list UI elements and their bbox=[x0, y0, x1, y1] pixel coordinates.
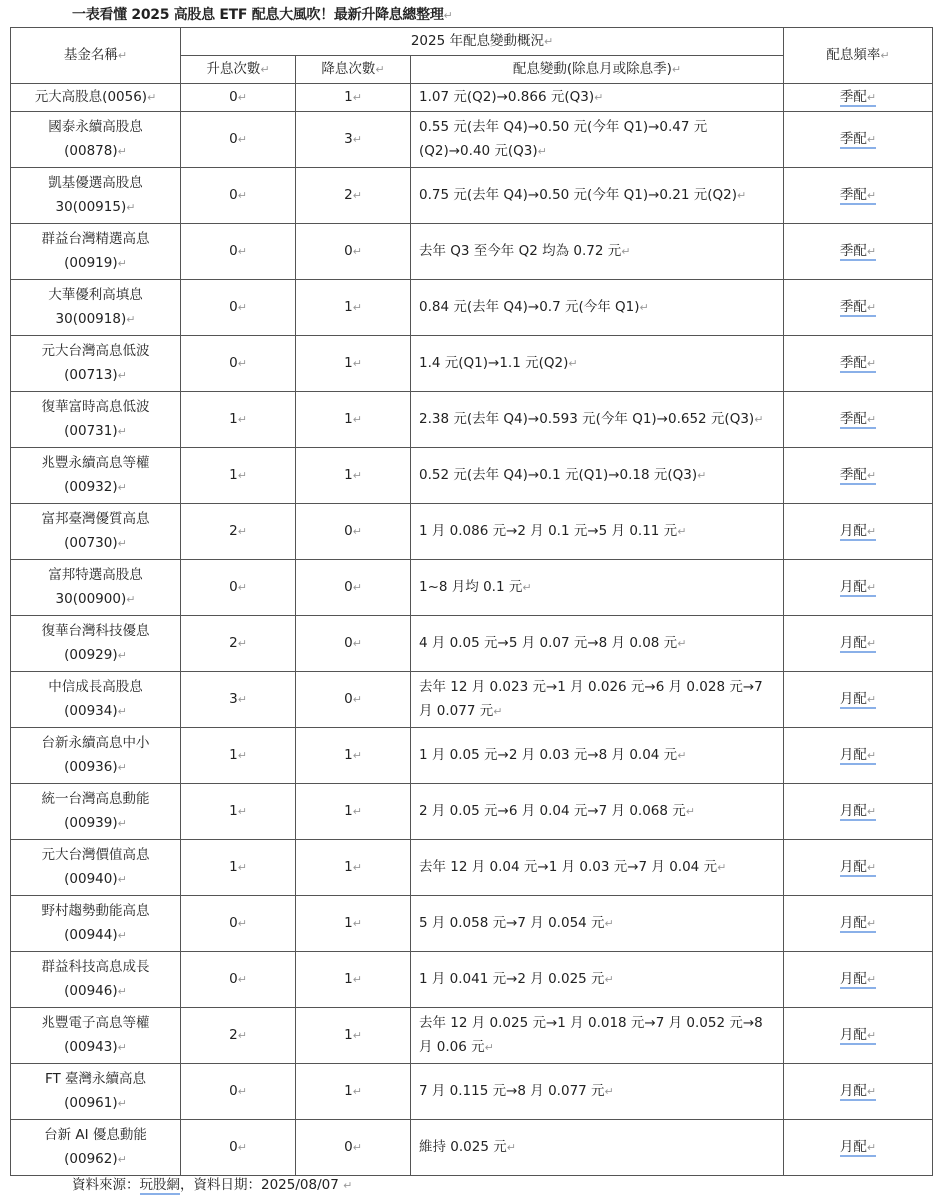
table-row bbox=[11, 224, 933, 280]
cut-count-cell: 0 ↵ bbox=[296, 616, 411, 672]
fund-name-cell: 中信成長高股息(00934) ↵ bbox=[11, 672, 181, 728]
cut-count-cell: 1 ↵ bbox=[296, 448, 411, 504]
raise-count-cell: 1 ↵ bbox=[181, 784, 296, 840]
fund-name-cell: 群益台灣精選高息(00919) ↵ bbox=[11, 224, 181, 280]
dividend-change-cell: 7 月 0.115 元→8 月 0.077 元 ↵ bbox=[411, 1064, 784, 1120]
dividend-change-cell: 去年 12 月 0.025 元→1 月 0.018 元→7 月 0.052 元→8 月 0.06 元 ↵ bbox=[411, 1008, 784, 1064]
frequency-cell: 季配 ↵ bbox=[784, 336, 933, 392]
dividend-change-cell: 0.84 元(去年 Q4)→0.7 元(今年 Q1) ↵ bbox=[411, 280, 784, 336]
table-row bbox=[11, 280, 933, 336]
cut-count-cell: 1 ↵ bbox=[296, 1008, 411, 1064]
fund-name-cell: 野村趨勢動能高息(00944) ↵ bbox=[11, 896, 181, 952]
dividend-change-cell: 5 月 0.058 元→7 月 0.054 元 ↵ bbox=[411, 896, 784, 952]
dividend-change-cell: 維持 0.025 元 ↵ bbox=[411, 1120, 784, 1176]
raise-count-cell: 1 ↵ bbox=[181, 448, 296, 504]
frequency-cell: 月配 ↵ bbox=[784, 504, 933, 560]
raise-count-cell: 2 ↵ bbox=[181, 504, 296, 560]
fund-name-cell: 復華台灣科技優息(00929) ↵ bbox=[11, 616, 181, 672]
raise-count-cell: 0 ↵ bbox=[181, 1064, 296, 1120]
fund-name-cell: 兆豐電子高息等權(00943) ↵ bbox=[11, 1008, 181, 1064]
header-fund-name: 基金名稱 ↵ bbox=[11, 28, 181, 84]
raise-count-cell: 0 ↵ bbox=[181, 280, 296, 336]
header-2025-change-group: 2025 年配息變動概況 ↵ bbox=[181, 28, 784, 56]
frequency-cell: 月配 ↵ bbox=[784, 560, 933, 616]
fund-name-cell: 富邦臺灣優質高息(00730) ↵ bbox=[11, 504, 181, 560]
raise-count-cell: 2 ↵ bbox=[181, 616, 296, 672]
table-row bbox=[11, 896, 933, 952]
data-date: ，資料日期：2025/08/07 bbox=[180, 1177, 339, 1193]
frequency-cell: 季配 ↵ bbox=[784, 112, 933, 168]
etf-dividend-table bbox=[10, 27, 933, 1176]
raise-count-cell: 0 ↵ bbox=[181, 560, 296, 616]
frequency-cell: 月配 ↵ bbox=[784, 1120, 933, 1176]
fund-name-cell: 元大台灣高息低波(00713) ↵ bbox=[11, 336, 181, 392]
raise-count-cell: 2 ↵ bbox=[181, 1008, 296, 1064]
raise-count-cell: 0 ↵ bbox=[181, 224, 296, 280]
table-row bbox=[11, 112, 933, 168]
dividend-change-cell: 去年 12 月 0.04 元→1 月 0.03 元→7 月 0.04 元 ↵ bbox=[411, 840, 784, 896]
raise-count-cell: 3 ↵ bbox=[181, 672, 296, 728]
frequency-cell: 月配 ↵ bbox=[784, 896, 933, 952]
raise-count-cell: 0 ↵ bbox=[181, 1120, 296, 1176]
cut-count-cell: 1 ↵ bbox=[296, 728, 411, 784]
fund-name-cell: 富邦特選高股息30(00900) ↵ bbox=[11, 560, 181, 616]
table-row bbox=[11, 1120, 933, 1176]
table-row bbox=[11, 840, 933, 896]
table-row bbox=[11, 728, 933, 784]
dividend-change-cell: 4 月 0.05 元→5 月 0.07 元→8 月 0.08 元 ↵ bbox=[411, 616, 784, 672]
raise-count-cell: 0 ↵ bbox=[181, 336, 296, 392]
fund-name-cell: FT 臺灣永續高息(00961) ↵ bbox=[11, 1064, 181, 1120]
raise-count-cell: 1 ↵ bbox=[181, 728, 296, 784]
frequency-cell: 季配 ↵ bbox=[784, 224, 933, 280]
raise-count-cell: 0 ↵ bbox=[181, 168, 296, 224]
table-row bbox=[11, 952, 933, 1008]
cut-count-cell: 0 ↵ bbox=[296, 1120, 411, 1176]
fund-name-cell: 台新永續高息中小(00936) ↵ bbox=[11, 728, 181, 784]
frequency-cell: 季配 ↵ bbox=[784, 168, 933, 224]
table-row bbox=[11, 392, 933, 448]
dividend-change-cell: 2.38 元(去年 Q4)→0.593 元(今年 Q1)→0.652 元(Q3) ↵ bbox=[411, 392, 784, 448]
raise-count-cell: 1 ↵ bbox=[181, 840, 296, 896]
dividend-change-cell: 去年 Q3 至今年 Q2 均為 0.72 元 ↵ bbox=[411, 224, 784, 280]
fund-name-cell: 群益科技高息成長(00946) ↵ bbox=[11, 952, 181, 1008]
cut-count-cell: 1 ↵ bbox=[296, 84, 411, 112]
table-row bbox=[11, 1064, 933, 1120]
dividend-change-cell: 1 月 0.041 元→2 月 0.025 元 ↵ bbox=[411, 952, 784, 1008]
source-label: 資料來源： bbox=[72, 1177, 140, 1193]
frequency-cell: 月配 ↵ bbox=[784, 672, 933, 728]
cut-count-cell: 1 ↵ bbox=[296, 840, 411, 896]
dividend-change-cell: 0.75 元(去年 Q4)→0.50 元(今年 Q1)→0.21 元(Q2) ↵ bbox=[411, 168, 784, 224]
raise-count-cell: 0 ↵ bbox=[181, 84, 296, 112]
cut-count-cell: 1 ↵ bbox=[296, 952, 411, 1008]
document-title: 一表看懂 2025 高股息 ETF 配息大風吹！最新升降息總整理 ↵ bbox=[72, 4, 452, 24]
raise-count-cell: 0 ↵ bbox=[181, 896, 296, 952]
dividend-change-cell: 2 月 0.05 元→6 月 0.04 元→7 月 0.068 元 ↵ bbox=[411, 784, 784, 840]
frequency-cell: 月配 ↵ bbox=[784, 784, 933, 840]
fund-name-cell: 兆豐永續高息等權(00932) ↵ bbox=[11, 448, 181, 504]
cut-count-cell: 0 ↵ bbox=[296, 224, 411, 280]
fund-name-cell: 國泰永續高股息(00878) ↵ bbox=[11, 112, 181, 168]
fund-name-cell: 凱基優選高股息30(00915) ↵ bbox=[11, 168, 181, 224]
source-link[interactable]: 玩股網 bbox=[139, 1177, 180, 1193]
frequency-cell: 月配 ↵ bbox=[784, 728, 933, 784]
frequency-cell: 月配 ↵ bbox=[784, 1008, 933, 1064]
header-frequency: 配息頻率 ↵ bbox=[784, 28, 933, 84]
cut-count-cell: 3 ↵ bbox=[296, 112, 411, 168]
raise-count-cell: 0 ↵ bbox=[181, 112, 296, 168]
fund-name-cell: 統一台灣高息動能(00939) ↵ bbox=[11, 784, 181, 840]
dividend-change-cell: 1.07 元(Q2)→0.866 元(Q3) ↵ bbox=[411, 84, 784, 112]
table-row bbox=[11, 672, 933, 728]
cut-count-cell: 1 ↵ bbox=[296, 336, 411, 392]
dividend-change-cell: 1 月 0.05 元→2 月 0.03 元→8 月 0.04 元 ↵ bbox=[411, 728, 784, 784]
header-dividend-change: 配息變動(除息月或除息季) ↵ bbox=[411, 56, 784, 84]
cut-count-cell: 1 ↵ bbox=[296, 392, 411, 448]
dividend-change-cell: 1~8 月均 0.1 元 ↵ bbox=[411, 560, 784, 616]
table-row bbox=[11, 448, 933, 504]
frequency-cell: 月配 ↵ bbox=[784, 840, 933, 896]
table-row bbox=[11, 504, 933, 560]
header-cut-count: 降息次數 ↵ bbox=[296, 56, 411, 84]
fund-name-cell: 大華優利高填息30(00918) ↵ bbox=[11, 280, 181, 336]
frequency-cell: 月配 ↵ bbox=[784, 1064, 933, 1120]
raise-count-cell: 0 ↵ bbox=[181, 952, 296, 1008]
raise-count-cell: 1 ↵ bbox=[181, 392, 296, 448]
dividend-change-cell: 0.52 元(去年 Q4)→0.1 元(Q1)→0.18 元(Q3) ↵ bbox=[411, 448, 784, 504]
fund-name-cell: 元大台灣價值高息(00940) ↵ bbox=[11, 840, 181, 896]
cut-count-cell: 1 ↵ bbox=[296, 1064, 411, 1120]
frequency-cell: 季配 ↵ bbox=[784, 280, 933, 336]
cut-count-cell: 0 ↵ bbox=[296, 560, 411, 616]
header-raise-count: 升息次數 ↵ bbox=[181, 56, 296, 84]
frequency-cell: 月配 ↵ bbox=[784, 616, 933, 672]
cut-count-cell: 1 ↵ bbox=[296, 280, 411, 336]
fund-name-cell: 台新 AI 優息動能(00962) ↵ bbox=[11, 1120, 181, 1176]
cut-count-cell: 0 ↵ bbox=[296, 504, 411, 560]
table-row bbox=[11, 336, 933, 392]
frequency-cell: 季配 ↵ bbox=[784, 448, 933, 504]
frequency-cell: 季配 ↵ bbox=[784, 84, 933, 112]
table-row bbox=[11, 784, 933, 840]
table-row bbox=[11, 168, 933, 224]
cut-count-cell: 2 ↵ bbox=[296, 168, 411, 224]
dividend-change-cell: 0.55 元(去年 Q4)→0.50 元(今年 Q1)→0.47 元(Q2)→0.40 元(Q3) ↵ bbox=[411, 112, 784, 168]
dividend-change-cell: 1.4 元(Q1)→1.1 元(Q2) ↵ bbox=[411, 336, 784, 392]
table-row bbox=[11, 560, 933, 616]
fund-name-cell: 元大高股息(0056) ↵ bbox=[11, 84, 181, 112]
cut-count-cell: 1 ↵ bbox=[296, 896, 411, 952]
table-row bbox=[11, 1008, 933, 1064]
frequency-cell: 季配 ↵ bbox=[784, 392, 933, 448]
source-note bbox=[72, 1173, 352, 1193]
dividend-change-cell: 1 月 0.086 元→2 月 0.1 元→5 月 0.11 元 ↵ bbox=[411, 504, 784, 560]
table-row bbox=[11, 84, 933, 112]
cut-count-cell: 1 ↵ bbox=[296, 784, 411, 840]
cut-count-cell: 0 ↵ bbox=[296, 672, 411, 728]
table-row bbox=[11, 616, 933, 672]
frequency-cell: 月配 ↵ bbox=[784, 952, 933, 1008]
fund-name-cell: 復華富時高息低波(00731) ↵ bbox=[11, 392, 181, 448]
dividend-change-cell: 去年 12 月 0.023 元→1 月 0.026 元→6 月 0.028 元→7 月 0.077 元 ↵ bbox=[411, 672, 784, 728]
